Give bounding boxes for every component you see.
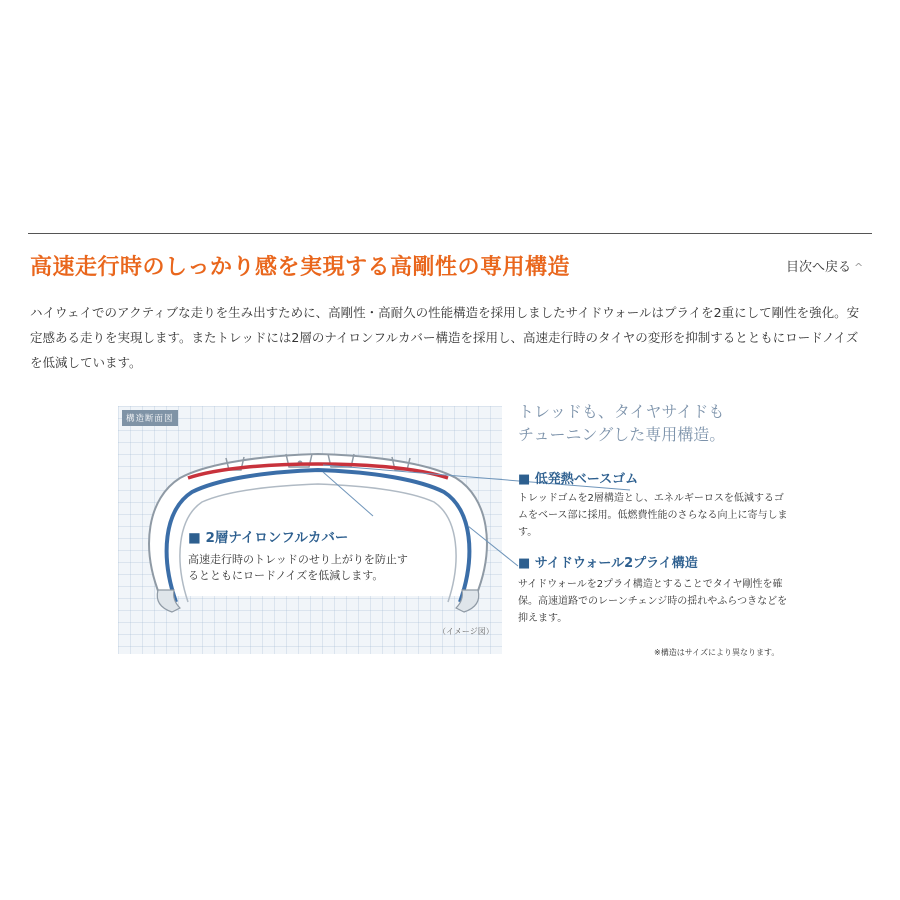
base-rubber-description: トレッドゴムを2層構造とし、エネルギーロスを低減するゴムをベース部に採用。低燃費性能のさらなる向上に寄与します。 — [518, 493, 788, 538]
sidewall-description: サイドウォールを2プライ構造とすることでタイヤ剛性を確保。高速道路でのレーンチェンジ時の揺れやふらつきなどを抑えます。 — [518, 579, 788, 624]
back-to-toc-link[interactable] — [786, 256, 863, 275]
intro-paragraph: ハイウェイでのアクティブな走りを生み出すために、高剛性・高耐久の性能構造を採用しましたサイドウォールはプライを2重にして剛性を強化。安定感ある走りを実現します。またトレッドには2層のナイロンフルカバー構造を採用し、高速走行時のタイヤの変形を抑制するとともにロードノイズを低減しています。 — [30, 305, 860, 370]
sidewall-heading: ■ サイドウォール2プライ構造 — [518, 556, 698, 571]
nylon-cover-description: 高速走行時のトレッドのせり上がりを防止するとともにロードノイズを低減します。 — [188, 553, 408, 582]
back-to-toc-label: 目次へ戻る — [786, 260, 852, 275]
structure-footnote: ※構造はサイズにより異なります。 — [654, 648, 780, 657]
tire-structure-figure — [118, 402, 798, 660]
chevron-up-icon: ^ — [854, 261, 864, 274]
image-note: （イメージ図） — [438, 627, 494, 636]
base-rubber-heading: ■ 低発熱ベースゴム — [518, 472, 639, 487]
catch-line-2: チューニングした専用構造。 — [518, 425, 726, 444]
section-divider — [28, 233, 872, 234]
section-title: 高速走行時のしっかり感を実現する高剛性の専用構造 — [30, 255, 571, 280]
figure-catchphrase — [518, 400, 725, 446]
nylon-cover-heading: ■ 2層ナイロンフルカバー — [188, 530, 349, 546]
catch-line-1: トレッドも、タイヤサイドも — [518, 402, 725, 421]
panel-tag: 構造断面図 — [122, 410, 178, 426]
